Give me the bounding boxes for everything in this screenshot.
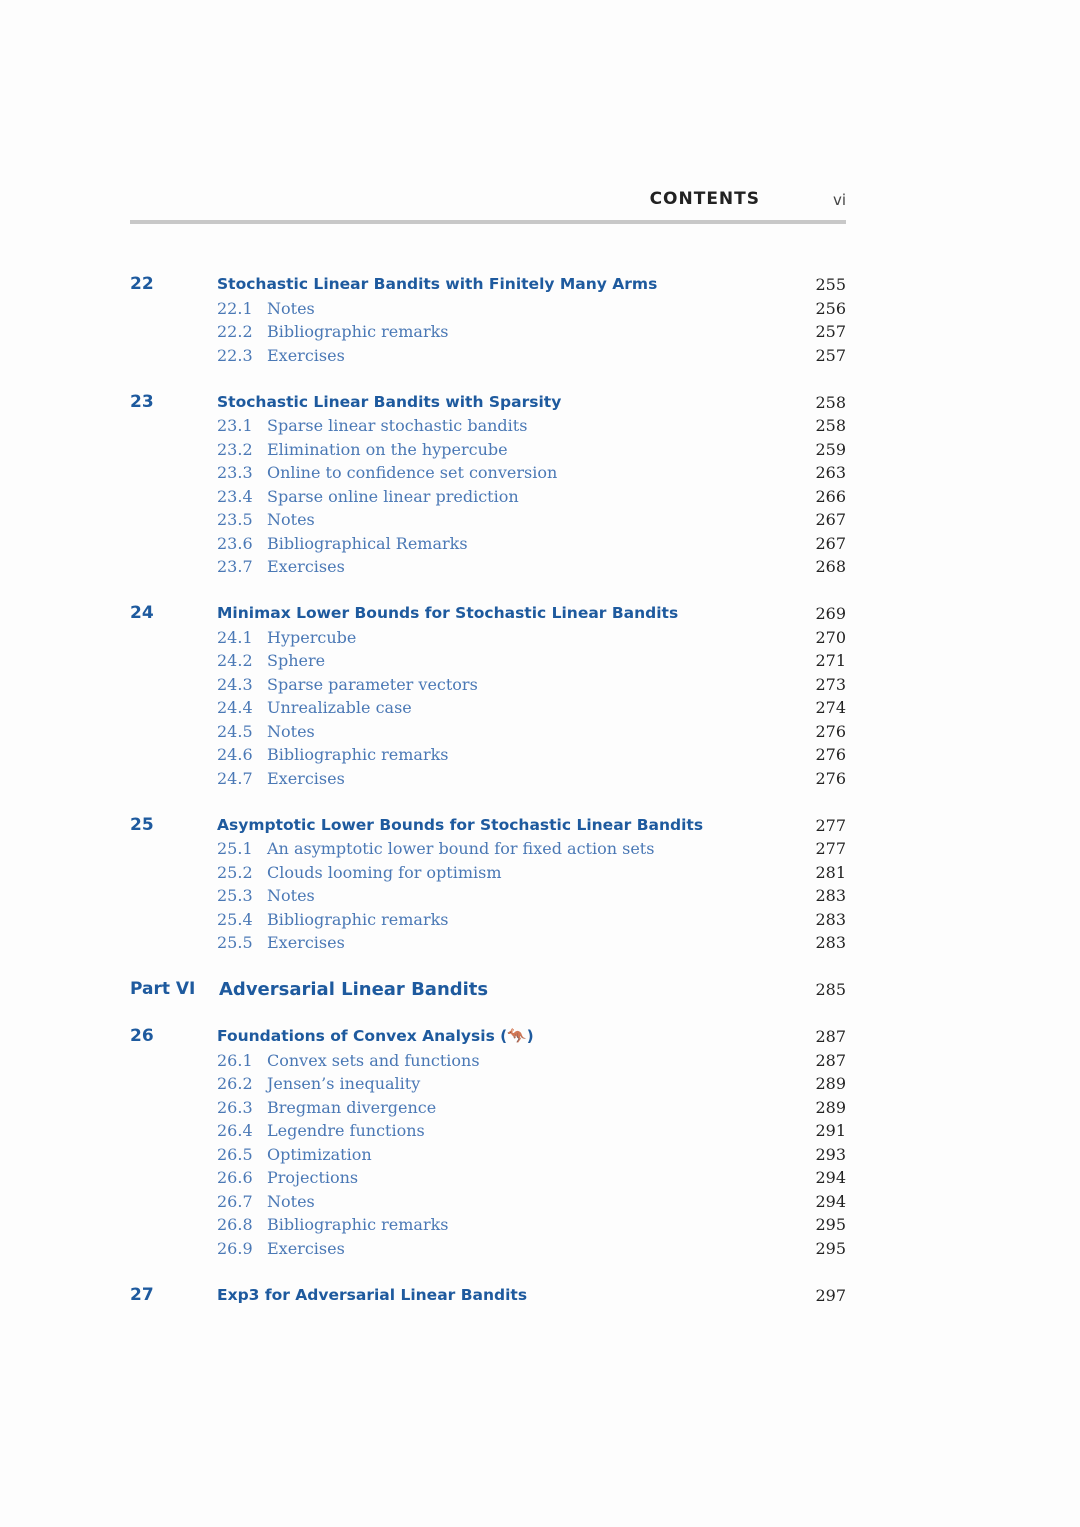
chapter-title[interactable]: Stochastic Linear Bandits with Sparsity <box>217 392 562 411</box>
page-number: 285 <box>815 980 846 999</box>
section-entry[interactable] <box>130 1166 846 1190</box>
section-number: 26.2 <box>217 1074 253 1093</box>
section-entry[interactable] <box>130 485 846 509</box>
section-entry[interactable] <box>130 767 846 791</box>
running-header <box>130 188 846 224</box>
section-entry[interactable] <box>130 908 846 932</box>
section-title[interactable]: Notes <box>267 721 315 741</box>
section-title[interactable]: Exercises <box>267 1238 345 1258</box>
part-entry[interactable] <box>130 978 846 1002</box>
section-number: 26.9 <box>217 1238 253 1258</box>
page-number: 269 <box>815 604 846 623</box>
section-number: 25.5 <box>217 933 253 952</box>
section-title[interactable]: Exercises <box>267 345 345 365</box>
page-number: 294 <box>815 1191 846 1211</box>
section-title[interactable]: Hypercube <box>267 627 357 647</box>
section-entry[interactable] <box>130 1049 846 1073</box>
page-number: 274 <box>815 698 846 717</box>
page-number: 266 <box>815 486 846 506</box>
section-title[interactable]: Clouds looming for optimism <box>267 862 502 882</box>
section-number: 23.6 <box>217 533 253 553</box>
section-title[interactable]: Optimization <box>267 1144 372 1164</box>
section-title[interactable]: Notes <box>267 1191 315 1211</box>
section-entry[interactable] <box>130 696 846 720</box>
table-of-contents <box>130 273 846 1331</box>
section-number: 22.3 <box>217 345 253 365</box>
chapter-number: 22 <box>130 274 154 294</box>
section-entry[interactable] <box>130 461 846 485</box>
header-title: CONTENTS <box>649 189 760 209</box>
section-entry[interactable] <box>130 414 846 438</box>
page-number: 255 <box>815 275 846 294</box>
section-title[interactable]: Bibliographic remarks <box>267 745 449 764</box>
section-entry[interactable] <box>130 1119 846 1143</box>
chapter-entry[interactable] <box>130 1025 846 1049</box>
page-number: 270 <box>815 627 846 647</box>
page-number: 263 <box>815 463 846 482</box>
page-number: 283 <box>815 933 846 952</box>
section-entry[interactable] <box>130 1190 846 1214</box>
page-number: 287 <box>815 1050 846 1070</box>
section-number: 24.4 <box>217 698 253 717</box>
page-number: 271 <box>815 651 846 670</box>
section-title[interactable]: Notes <box>267 886 315 905</box>
page-number: 276 <box>815 768 846 788</box>
section-title[interactable]: Sparse linear stochastic bandits <box>267 416 528 435</box>
chapter-entry[interactable] <box>130 273 846 297</box>
section-title[interactable]: Jensen’s inequality <box>267 1074 421 1093</box>
section-entry[interactable] <box>130 1096 846 1120</box>
page-number: 267 <box>815 533 846 553</box>
section-title[interactable]: Bibliographic remarks <box>267 909 449 929</box>
chapter-number: 23 <box>130 391 154 412</box>
page-number: 268 <box>815 557 846 576</box>
section-number: 24.2 <box>217 651 253 670</box>
section-entry[interactable] <box>130 884 846 908</box>
section-title[interactable]: Exercises <box>267 768 345 788</box>
section-title[interactable]: Convex sets and functions <box>267 1050 480 1070</box>
page-number: 283 <box>815 909 846 929</box>
section-entry[interactable] <box>130 1143 846 1167</box>
section-title[interactable]: Exercises <box>267 933 345 952</box>
section-entry[interactable] <box>130 532 846 556</box>
section-number: 26.3 <box>217 1097 253 1117</box>
page-number: 295 <box>815 1215 846 1234</box>
page-number: 291 <box>815 1121 846 1140</box>
section-entry[interactable] <box>130 1072 846 1096</box>
page-number: 276 <box>815 745 846 764</box>
page-number: 259 <box>815 439 846 459</box>
section-number: 25.3 <box>217 886 253 905</box>
section-entry[interactable] <box>130 931 846 955</box>
section-title[interactable]: Bibliographical Remarks <box>267 533 468 553</box>
section-number: 22.1 <box>217 298 253 318</box>
toc-chapter <box>130 1025 846 1260</box>
chapter-entry[interactable] <box>130 602 846 626</box>
page-number: 276 <box>815 721 846 741</box>
toc-chapter <box>130 273 846 367</box>
section-entry[interactable] <box>130 344 846 368</box>
section-title[interactable]: Bibliographic remarks <box>267 1215 449 1234</box>
section-title[interactable]: Online to confidence set conversion <box>267 463 558 482</box>
section-number: 23.5 <box>217 510 253 529</box>
chapter-title[interactable]: Exp3 for Adversarial Linear Bandits <box>217 1285 528 1304</box>
section-number: 24.7 <box>217 768 253 788</box>
chapter-number: 24 <box>130 603 154 623</box>
page-number: 294 <box>815 1168 846 1187</box>
chapter-number: 27 <box>130 1284 154 1305</box>
section-title[interactable]: Bregman divergence <box>267 1097 437 1117</box>
section-entry[interactable] <box>130 743 846 767</box>
toc-chapter <box>130 1284 846 1308</box>
section-entry[interactable] <box>130 837 846 861</box>
section-number: 24.3 <box>217 674 253 694</box>
section-title[interactable]: Notes <box>267 510 315 529</box>
section-title[interactable]: Sphere <box>267 651 326 670</box>
section-number: 23.3 <box>217 463 253 482</box>
header-page-number: vi <box>832 191 846 209</box>
chapter-title[interactable]: Stochastic Linear Bandits with Finitely Many Arms <box>217 275 658 293</box>
section-number: 22.2 <box>217 322 253 341</box>
page-number: 257 <box>815 322 846 341</box>
page-number: 258 <box>815 392 846 412</box>
page-number: 277 <box>815 839 846 858</box>
page-number: 287 <box>815 1027 846 1046</box>
chapter-title[interactable]: Foundations of Convex Analysis (🦘) <box>217 1027 534 1045</box>
section-entry[interactable] <box>130 1237 846 1261</box>
section-title[interactable]: Legendre functions <box>267 1121 425 1140</box>
chapter-title[interactable]: Minimax Lower Bounds for Stochastic Linear Bandits <box>217 604 679 622</box>
section-number: 24.5 <box>217 721 253 741</box>
section-number: 25.4 <box>217 909 253 929</box>
section-entry[interactable] <box>130 626 846 650</box>
section-title[interactable]: Elimination on the hypercube <box>267 439 508 459</box>
section-number: 26.1 <box>217 1050 253 1070</box>
chapter-entry[interactable] <box>130 391 846 415</box>
page-number: 258 <box>815 416 846 435</box>
page-number: 257 <box>815 345 846 365</box>
section-entry[interactable] <box>130 1213 846 1237</box>
section-entry[interactable] <box>130 297 846 321</box>
chapter-entry[interactable] <box>130 814 846 838</box>
section-entry[interactable] <box>130 720 846 744</box>
section-title[interactable]: Bibliographic remarks <box>267 322 449 341</box>
section-number: 26.5 <box>217 1144 253 1164</box>
page-number: 289 <box>815 1074 846 1093</box>
part-title[interactable]: Adversarial Linear Bandits <box>219 979 489 1000</box>
toc-part <box>130 978 846 1002</box>
section-entry[interactable] <box>130 555 846 579</box>
section-number: 24.6 <box>217 745 253 764</box>
toc-chapter <box>130 814 846 955</box>
section-number: 26.7 <box>217 1191 253 1211</box>
section-entry[interactable] <box>130 861 846 885</box>
section-number: 26.4 <box>217 1121 253 1140</box>
chapter-entry[interactable] <box>130 1284 846 1308</box>
section-number: 23.2 <box>217 439 253 459</box>
section-title[interactable]: An asymptotic lower bound for fixed action sets <box>267 839 655 858</box>
section-number: 25.2 <box>217 862 253 882</box>
toc-chapter <box>130 602 846 790</box>
part-number: Part VI <box>130 979 196 999</box>
chapter-number: 26 <box>130 1026 154 1046</box>
section-entry[interactable] <box>130 320 846 344</box>
section-title[interactable]: Sparse parameter vectors <box>267 674 478 694</box>
page-number: 293 <box>815 1144 846 1164</box>
section-number: 25.1 <box>217 839 253 858</box>
page-number: 267 <box>815 510 846 529</box>
section-number: 23.4 <box>217 486 253 506</box>
page-number: 281 <box>815 862 846 882</box>
section-title[interactable]: Sparse online linear prediction <box>267 486 519 506</box>
toc-chapter <box>130 391 846 579</box>
section-number: 23.7 <box>217 557 253 576</box>
section-title[interactable]: Notes <box>267 298 315 318</box>
section-entry[interactable] <box>130 673 846 697</box>
section-entry[interactable] <box>130 649 846 673</box>
page-number: 273 <box>815 674 846 694</box>
section-entry[interactable] <box>130 438 846 462</box>
section-number: 26.6 <box>217 1168 253 1187</box>
page-number: 297 <box>815 1285 846 1305</box>
page-number: 256 <box>815 298 846 318</box>
section-entry[interactable] <box>130 508 846 532</box>
page-number: 295 <box>815 1238 846 1258</box>
section-number: 24.1 <box>217 627 253 647</box>
chapter-number: 25 <box>130 814 154 835</box>
section-title[interactable]: Exercises <box>267 557 345 576</box>
section-title[interactable]: Unrealizable case <box>267 698 412 717</box>
section-number: 23.1 <box>217 416 253 435</box>
page-number: 289 <box>815 1097 846 1117</box>
section-number: 26.8 <box>217 1215 253 1234</box>
page-number: 283 <box>815 886 846 905</box>
section-title[interactable]: Projections <box>267 1168 359 1187</box>
page-number: 277 <box>815 815 846 835</box>
chapter-title[interactable]: Asymptotic Lower Bounds for Stochastic Linear Bandits <box>217 815 704 834</box>
